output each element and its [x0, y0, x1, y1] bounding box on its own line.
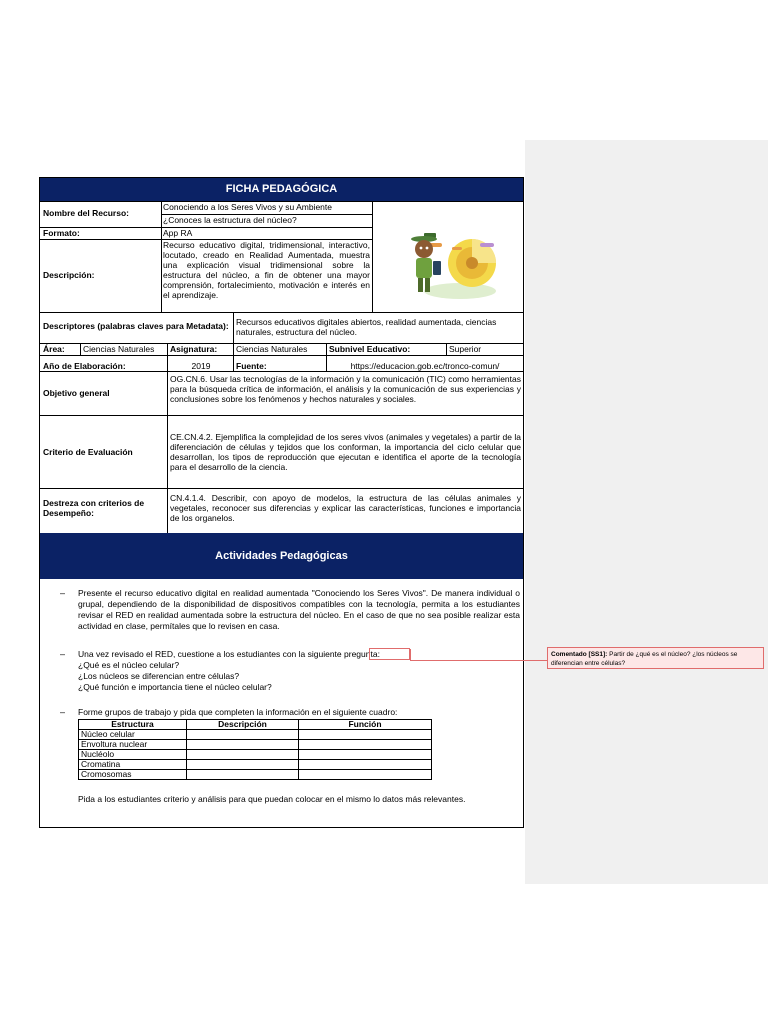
fuente-label: Fuente:	[236, 361, 267, 371]
subnivel-value: Superior	[449, 344, 482, 354]
descripcion-value: Recurso educativo digital, tridimensional, interactivo, locutado, creado en Realidad Aumentada, muestra una explicación visual tridimensional sobre la estructura del núcleo, a fin de obtener una mayor comprensión, fortalecimiento, motivación e interés en el aprendizaje.	[163, 240, 370, 300]
bullet-2: –	[60, 649, 66, 659]
asignatura-value: Ciencias Naturales	[236, 344, 308, 354]
criterio-value: CE.CN.4.2. Ejemplifica la complejidad de los seres vivos (animales y vegetales) a partir de la diferenciación de células y tejidos que los conforman, la importancia del ciclo celular que desarrollan, los tipos de reproducción que ejecutan e identifica el aporte de la tecnología para el desarrollo de la ciencia.	[170, 432, 521, 472]
table-row	[79, 770, 432, 780]
comment-connector-line	[410, 660, 547, 661]
fuente-value: https://educacion.gob.ec/tronco-comun/	[350, 361, 500, 371]
col-descripcion: Descripción	[187, 720, 299, 730]
table-cell[interactable]	[187, 740, 299, 750]
destreza-value: CN.4.1.4. Describir, con apoyo de modelos, la estructura de las células animales y vegetales, reconocer sus diferencias y explicar las características, funciones e importancia de los organelos.	[170, 493, 521, 523]
table-cell[interactable]	[187, 730, 299, 740]
destreza-label: Destreza con criterios de Desempeño:	[43, 498, 145, 518]
asignatura-label: Asignatura:	[170, 344, 218, 354]
table-cell[interactable]	[187, 770, 299, 780]
bullet-3: –	[60, 707, 66, 717]
ficha-title: FICHA PEDAGÓGICA	[40, 178, 523, 201]
nombre-label: Nombre del Recurso:	[43, 208, 129, 218]
anio-label: Año de Elaboración:	[43, 361, 126, 371]
table-header-row	[79, 720, 432, 730]
pregunta-3: ¿Qué función e importancia tiene el núcleo celular?	[78, 682, 272, 692]
table-cell[interactable]	[299, 730, 432, 740]
table-row	[79, 740, 432, 750]
comment-text: Partir de ¿qué es el núcleo? ¿los núcleos se diferencian entre células?	[551, 651, 738, 667]
table-cell: Envoltura nuclear	[79, 740, 187, 750]
actividades-title: Actividades Pedagógicas	[40, 533, 523, 579]
descriptores-label: Descriptores (palabras claves para Metadata):	[43, 321, 229, 331]
nucleus-illustration	[408, 225, 496, 303]
comment-author: Comentado [SS1]:	[551, 651, 608, 658]
area-value: Ciencias Naturales	[83, 344, 155, 354]
formato-label: Formato:	[43, 228, 80, 238]
nombre-line2: ¿Conoces la estructura del núcleo?	[163, 215, 297, 225]
table-cell[interactable]	[299, 760, 432, 770]
subnivel-label: Subnivel Educativo:	[329, 344, 411, 354]
table-cell: Nucléolo	[79, 750, 187, 760]
objetivo-label: Objetivo general	[43, 388, 110, 398]
ficha-pedagogica	[39, 177, 524, 828]
actividad-p3: Forme grupos de trabajo y pida que completen la información en el siguiente cuadro:	[78, 707, 398, 717]
table-cell[interactable]	[187, 760, 299, 770]
table-cell[interactable]	[299, 740, 432, 750]
table-cell: Núcleo celular	[79, 730, 187, 740]
table-cell[interactable]	[299, 750, 432, 760]
table-row	[79, 750, 432, 760]
comment-anchor[interactable]	[369, 648, 410, 660]
comment-connector	[410, 649, 411, 660]
pregunta-1: ¿Qué es el núcleo celular?	[78, 660, 180, 670]
actividad-p2: Una vez revisado el RED, cuestione a los estudiantes con la siguiente pregunta:	[78, 649, 380, 659]
col-funcion: Función	[299, 720, 432, 730]
area-label: Área:	[43, 344, 65, 354]
table-cell[interactable]	[187, 750, 299, 760]
table-cell: Cromosomas	[79, 770, 187, 780]
table-cell[interactable]	[299, 770, 432, 780]
actividad-p4: Pida a los estudiantes criterio y análisis para que puedan colocar en el mismo lo datos más relevantes.	[78, 794, 466, 804]
pregunta-2: ¿Los núcleos se diferencian entre células?	[78, 671, 240, 681]
estructura-table	[78, 719, 432, 780]
table-row	[79, 760, 432, 770]
nombre-line1: Conociendo a los Seres Vivos y su Ambiente	[163, 202, 332, 212]
formato-value: App RA	[163, 228, 193, 238]
anio-value: 2019	[191, 361, 211, 371]
table-row	[79, 730, 432, 740]
bullet-1: –	[60, 588, 66, 598]
objetivo-value: OG.CN.6. Usar las tecnologías de la información y la comunicación (TIC) como herramientas para la búsqueda crítica de información, el análisis y la comunicación de sus experiencias y conclusiones sobre los fenómenos y hechos naturales y sociales.	[170, 374, 521, 404]
descripcion-label: Descripción:	[43, 270, 95, 280]
descriptores-value: Recursos educativos digitales abiertos, realidad aumentada, ciencias naturales, estructura del núcleo.	[236, 317, 497, 337]
table-cell: Cromatina	[79, 760, 187, 770]
actividad-p1: Presente el recurso educativo digital en realidad aumentada "Conociendo los Seres Vivos". De manera individual o grupal, dependiendo de la disponibilidad de dispositivos compatibles con la tecnología, permita a los estudiantes revisar el RED en realidad aumentada sobre la estructura del núcleo. En el caso de que no sea posible realizar esta actividad en clase, permítales que lo revisen en casa.	[78, 588, 520, 631]
comment-balloon[interactable]	[547, 647, 764, 669]
comment-pane	[525, 140, 768, 884]
col-estructura: Estructura	[79, 720, 187, 730]
criterio-label: Criterio de Evaluación	[43, 447, 133, 457]
